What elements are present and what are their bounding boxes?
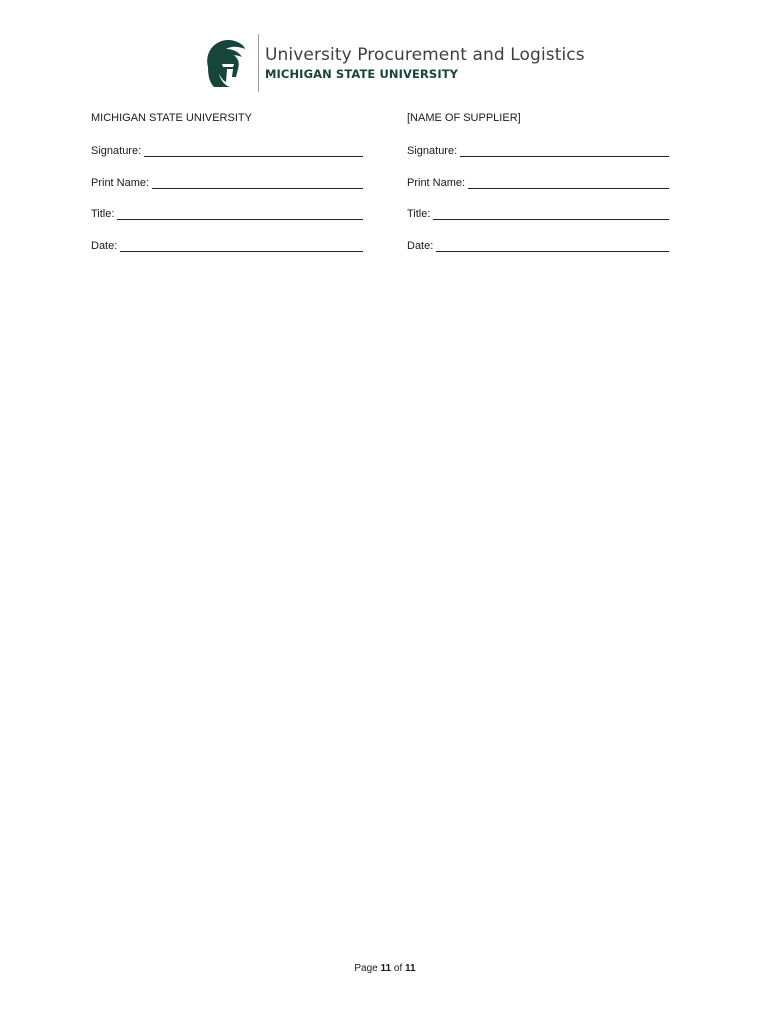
field-label: Signature: <box>407 145 458 157</box>
date-line[interactable] <box>436 238 669 252</box>
supplier-signature-block <box>407 110 669 267</box>
field-label: Title: <box>91 208 115 220</box>
print-name-field[interactable] <box>407 173 669 189</box>
page-number <box>0 963 770 974</box>
date-field[interactable] <box>91 236 363 252</box>
total-pages: 11 <box>405 963 416 974</box>
party-name: MICHIGAN STATE UNIVERSITY <box>91 112 252 124</box>
signature-line[interactable] <box>144 143 363 157</box>
of-word: of <box>393 963 403 974</box>
signature-field[interactable] <box>407 141 669 157</box>
print-name-field[interactable] <box>91 173 363 189</box>
header-title: University Procurement and Logistics <box>265 44 585 65</box>
field-label: Signature: <box>91 145 142 157</box>
letterhead <box>200 34 585 92</box>
title-line[interactable] <box>117 206 363 220</box>
field-label: Date: <box>91 239 118 252</box>
page-word: Page <box>354 963 378 974</box>
current-page: 11 <box>380 963 392 974</box>
print-name-line[interactable] <box>468 175 669 189</box>
date-field[interactable] <box>407 236 669 252</box>
title-field[interactable] <box>91 204 363 220</box>
title-field[interactable] <box>407 204 669 220</box>
header-subtitle: MICHIGAN STATE UNIVERSITY <box>265 66 459 81</box>
field-label: Print Name: <box>91 176 150 189</box>
signature-field[interactable] <box>91 141 363 157</box>
signature-line[interactable] <box>460 143 669 157</box>
spartan-helmet-icon <box>200 37 246 89</box>
field-label: Title: <box>407 208 431 220</box>
title-line[interactable] <box>433 206 669 220</box>
party-name: [NAME OF SUPPLIER] <box>407 112 521 124</box>
msu-signature-block <box>91 110 363 267</box>
print-name-line[interactable] <box>152 175 363 189</box>
field-label: Print Name: <box>407 176 466 189</box>
header-divider <box>258 34 259 92</box>
date-line[interactable] <box>120 238 363 252</box>
field-label: Date: <box>407 239 434 252</box>
